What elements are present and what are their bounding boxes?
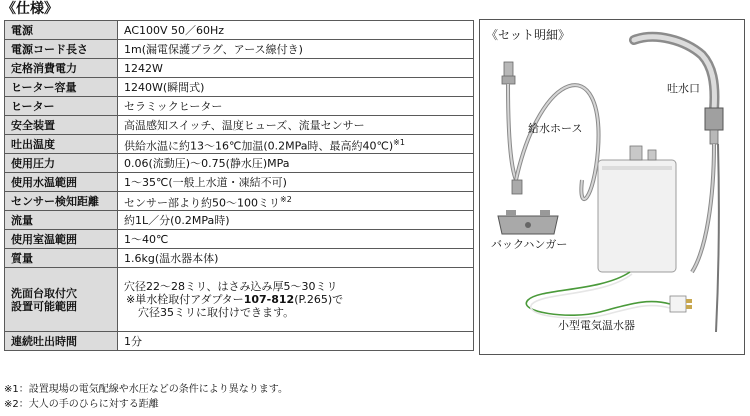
footnotes [4, 382, 288, 412]
install-value-line3: 穴径35ミリに取付けできます。 [138, 306, 295, 319]
install-value-line2 [124, 293, 467, 306]
continuous-label: 連続吐出時間 [5, 332, 118, 351]
spec-value-cell [118, 249, 474, 268]
spec-label: 電源コード長さ [5, 40, 118, 59]
spec-note-mark: ※1 [393, 137, 405, 147]
spec-label: 吐出温度 [5, 135, 118, 154]
install-label-line1: 洗面台取付穴 [11, 286, 77, 300]
spec-label: ヒーター [5, 97, 118, 116]
spec-row [5, 230, 474, 249]
spec-value: 約1L／分(0.2MPa時) [124, 213, 230, 227]
spec-label: 流量 [5, 211, 118, 230]
spec-label: 使用水温範囲 [5, 173, 118, 192]
spec-value: 1m(漏電保護プラグ、アース線付き) [124, 42, 303, 56]
spec-value: 0.06(流動圧)～0.75(静水圧)MPa [124, 156, 290, 170]
spec-value: 1242W [124, 61, 163, 75]
spec-label: ヒーター容量 [5, 78, 118, 97]
spec-value: 1240W(瞬間式) [124, 80, 205, 94]
spec-label: センサー検知距離 [5, 192, 118, 211]
power-cord-image [526, 272, 692, 318]
spec-value-cell [118, 154, 474, 173]
spec-value-cell [118, 40, 474, 59]
spec-row [5, 116, 474, 135]
spec-value: AC100V 50／60Hz [124, 23, 225, 37]
continuous-value: 1分 [118, 332, 474, 351]
spec-label: 質量 [5, 249, 118, 268]
spec-value-cell [118, 21, 474, 40]
spec-row [5, 21, 474, 40]
spec-label: 使用室温範囲 [5, 230, 118, 249]
spec-value: 高温感知スイッチ、温度ヒューズ、流量センサー [124, 118, 365, 132]
spec-note-mark: ※2 [280, 194, 292, 204]
spec-row [5, 135, 474, 154]
spec-value: セラミックヒーター [124, 99, 223, 113]
spec-row [5, 78, 474, 97]
back-hanger-image [498, 210, 558, 234]
adapter-note-prefix: ※単水栓取付アダプター [126, 293, 244, 306]
spec-value-cell [118, 230, 474, 249]
set-contents-panel [479, 19, 745, 355]
set-contents-title: 《セット明細》 [486, 28, 571, 42]
spec-label: 安全装置 [5, 116, 118, 135]
spec-label: 使用圧力 [5, 154, 118, 173]
water-heater-label: 小型電気温水器 [558, 319, 635, 332]
spec-value-cell [118, 97, 474, 116]
back-hanger-label: バックハンガー [491, 238, 568, 251]
spec-value-cell [118, 211, 474, 230]
spec-row-continuous [5, 332, 474, 351]
spec-value-cell [118, 135, 474, 154]
spec-row [5, 59, 474, 78]
spec-row [5, 211, 474, 230]
spec-value-cell [118, 192, 474, 211]
spec-row-install [5, 268, 474, 332]
spec-value-cell [118, 78, 474, 97]
install-value-line1: 穴径22～28ミリ、はさみ込み厚5～30ミリ [124, 280, 338, 293]
section-title: 《仕様》 [2, 1, 58, 17]
spout-label: 吐水口 [667, 82, 700, 95]
install-label [5, 268, 118, 332]
spec-row [5, 97, 474, 116]
spec-value: 1～40℃ [124, 232, 169, 246]
footnote-2: ※2：大人の手のひらに対する距離 [4, 399, 159, 410]
spec-row [5, 173, 474, 192]
spec-value: 1～35℃(一般上水道・凍結不可) [124, 175, 287, 189]
install-value [118, 268, 474, 332]
spec-value: 1.6kg(温水器本体) [124, 251, 219, 265]
supply-hose-label: 給水ホース [528, 122, 583, 135]
spec-value: センサー部より約50～100ミリ [124, 196, 280, 210]
footnote-1: ※1：設置現場の電気配線や水圧などの条件により異なります。 [4, 384, 288, 395]
spec-row [5, 40, 474, 59]
spec-table [4, 20, 474, 351]
spec-label: 定格消費電力 [5, 59, 118, 78]
adapter-part-code: 107-812 [243, 293, 295, 306]
spec-value: 供給水温に約13～16℃加温(0.2MPa時、最高約40℃) [124, 139, 394, 153]
spec-label: 電源 [5, 21, 118, 40]
heater-unit-image [598, 146, 676, 272]
spec-value-cell [118, 116, 474, 135]
spec-row [5, 249, 474, 268]
install-label-line2: 設置可能範囲 [11, 299, 77, 313]
spec-value-cell [118, 59, 474, 78]
spec-value-cell [118, 173, 474, 192]
adapter-note-suffix: (P.265)で [294, 293, 344, 306]
spec-row [5, 192, 474, 211]
spec-row [5, 154, 474, 173]
set-parts-illustration [480, 20, 744, 354]
